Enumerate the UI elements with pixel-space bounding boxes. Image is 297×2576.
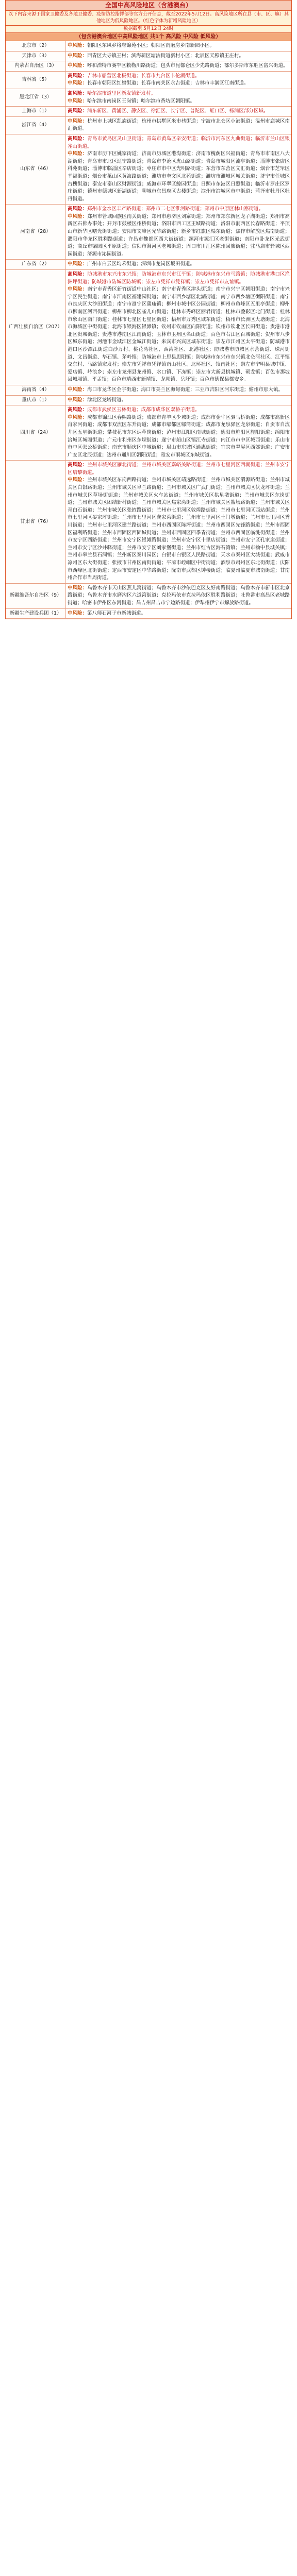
table-row (6, 107, 291, 117)
mid-risk-areas: 海口市龙华区金宇街道；海口市美兰区海甸街道；三亚市吉阳区河东街道；儋州市那大镇。 (87, 386, 284, 393)
high-risk-label: 高风险： (68, 272, 88, 278)
mid-risk-label: 中风险： (68, 386, 88, 393)
high-risk-label: 高风险： (68, 135, 88, 142)
high-risk-areas: 防城港市东兴市东兴镇；防城港市东兴市江平镇；防城港市东兴市马路镇；防城港市港口区渔洲坪街道；防城港市防城区防城镇；崇左市凭祥市凭祥镇；崇左市凭祥市友谊镇。 (68, 272, 290, 285)
mid-risk-label: 中风险： (68, 610, 88, 616)
table-row (6, 461, 291, 584)
region-cell: 重庆市（1） (6, 395, 66, 405)
high-risk-areas: 青岛市黄岛区灵山卫街道；青岛市黄岛区辛安街道；临沂市河东区九曲街道；临沂市兰山区银雀山街道。 (68, 135, 290, 149)
risk-detail-cell (66, 260, 292, 270)
high-risk-label: 高风险： (68, 407, 88, 413)
mid-risk-areas: 朝阳区东风乡将府锦苑小区；朝阳区南磨房乡南新园小区。 (87, 43, 215, 48)
region-cell: 黑龙江省（3） (6, 89, 66, 106)
mid-risk-label: 中风险： (68, 98, 88, 104)
region-cell: 广西壮族自治区（207） (6, 270, 66, 385)
section-bar: （包含港澳台地区中高风险地区 共1个 高风险 中风险 低风险） (6, 33, 291, 41)
table-row (6, 89, 291, 106)
table-row (6, 51, 291, 61)
region-cell: 四川省（24） (6, 405, 66, 461)
mid-risk-areas: 西青区大寺镇王村；滨海新区塘沽街道新村小区；北辰区天穆镇王庄村。 (87, 53, 244, 59)
mid-risk-areas: 兰州市城关区东岗西路街道；兰州市城关区靖远路街道；兰州市城关区渭源路街道；兰州市城关区白银路街道；兰州市城关区皋兰路街道；兰州市城关区广武门街道；兰州市城关区伏龙坪街道；兰州市城关区草场街街道；兰州市城关区火车站街道；兰州市城关区拱星墩街道；兰州市城关区东岗街道；兰州市城关区团结新村街道；兰州市城关区焦家湾街道；兰州市城关区盐场路街道；兰州市城关区青白石街道；兰州市城关区张掖路街道；兰州市七里河区敦煌路街道；兰州市七里河区西站街道；兰州市七里河区晏家坪街道；兰州市七里河区龚家湾街道；兰州市七里河区土门墩街道；兰州市七里河区秀川街道；兰州市七里河区建兰路街道；兰州市西固区陈坪街道；兰州市西固区先锋路街道；兰州市西固区福利路街道；兰州市西固区西固城街道；兰州市西固区四季青街道；兰州市西固区临洮街街道；兰州市安宁区西路街道；兰州市安宁区银滩路街道；兰州市安宁区十里店街道；兰州市安宁区孔家崖街道；兰州市安宁区沙井驿街道；兰州市安宁区刘家堡街道；兰州市红古区海石湾镇；兰州市榆中县城关镇；兰州市皋兰县石洞镇；兰州新区秦川园区；白银市白银区人民路街道；天水市秦州区大城街道；武威市凉州区东大街街道；张掖市甘州区南街街道；平凉市崆峒区中街街道；酒泉市肃州区东北街街道；庆阳市西峰区北街街道；定西市安定区中华路街道；陇南市武都区钟楼街道；临夏州临夏市城南街道；甘南州合作市当周街道。 (68, 477, 290, 581)
region-cell: 上海市（1） (6, 107, 66, 117)
mid-risk-label: 中风险： (68, 477, 88, 483)
risk-detail-cell (66, 205, 292, 260)
risk-detail-cell (66, 461, 292, 584)
risk-detail-cell (66, 61, 292, 72)
risk-detail-cell (66, 405, 292, 461)
region-cell: 河南省（28） (6, 205, 66, 260)
mid-risk-label: 中风险： (68, 397, 88, 403)
mid-risk-areas: 哈尔滨市南岗区王岗镇；哈尔滨市香坊区朝阳镇。 (87, 98, 195, 104)
risk-detail-cell (66, 89, 292, 106)
high-risk-label: 高风险： (68, 206, 88, 212)
mid-risk-label: 中风险： (68, 43, 88, 48)
table-row (6, 71, 291, 89)
region-cell: 天津市（3） (6, 51, 66, 61)
table-row (6, 205, 291, 260)
region-cell: 浙江省（4） (6, 116, 66, 134)
table-row (6, 583, 291, 608)
mid-risk-areas: 乌鲁木齐市天山区燕儿窝街道；乌鲁木齐市沙依巴克区友好南路街道；乌鲁木齐市新市区北京路街道；乌鲁木齐市水磨沟区六道湾街道；克拉玛依市克拉玛依区胜利路街道；吐鲁番市高昌区老城路街道；哈密市伊州区东河街道；昌吉州昌吉市宁边路街道；伊犁州伊宁市解放路街道。 (68, 585, 290, 606)
mid-risk-areas: 长春市朝阳区红旗街道；长春市南关区永吉街道；吉林市丰满区江南街道。 (87, 80, 249, 87)
mid-risk-label: 中风险： (68, 261, 88, 267)
high-risk-label: 高风险： (68, 73, 88, 79)
mid-risk-label: 中风险： (68, 213, 88, 219)
high-risk-areas: 吉林市船营区北极街道；长春市九台区卡伦湖街道。 (87, 73, 200, 79)
update-line: 数据截至 5月12日 24时 (6, 26, 291, 33)
high-risk-label: 高风险： (68, 462, 88, 468)
table-row (6, 270, 291, 385)
risk-detail-cell (66, 134, 292, 204)
mid-risk-areas: 南宁市青秀区新竹街道中山社区；南宁市青秀区津头街道；南宁市兴宁区朝阳街道；南宁市兴宁区民生街道；南宁市江南区福建园街道；南宁市西乡塘区北湖街道；南宁市西乡塘区衡阳街道；南宁市良庆区大沙田街道；南宁市邕宁区蒲庙镇；柳州市城中区公园街道；柳州市鱼峰区五里亭街道；柳州市柳南区河西街道；柳州市柳北区雀儿山街道；桂林市秀峰区丽君街道；桂林市叠彩区北门街道；桂林市象山区南门街道；桂林市七星区七星区街道；梧州市万秀区城东街道；梧州市长洲区大塘街道；北海市海城区中街街道；北海市银海区银滩镇；钦州市钦南区向阳街道；钦州市钦北区长田街道；贵港市港北区贵城街道；贵港市港南区江南街道；玉林市玉州区名山街道；百色市右江区百城街道；贺州市八步区城东街道；河池市金城江区金城江街道；来宾市兴宾区城东街道；崇左市江州区太平街道；防城港市港口区沙潭江街道白沙万村、桃花湾社区、西湾社区、北港社区；防城港市防城区水营街道、珠河街道、文昌街道、华石镇、茅岭镇；防城港市上思县思阳镇；防城港市东兴市东兴镇北仑河社区、江平镇交东村、马路镇宏发村；崇左市凭祥市凭祥镇南山社区、北环社区、镇南社区；崇左市宁明县城中镇、爱店镇、峙浪乡；崇左市龙州县龙州镇、水口镇、下冻镇；崇左市大新县桃城镇、硕龙镇；百色市那坡县城厢镇、平孟镇；百色市靖西市新靖镇、龙邦镇、岳圩镇；百色市德保县都安乡。 (68, 286, 290, 383)
risk-table (6, 41, 291, 619)
mid-risk-label: 中风险： (68, 151, 88, 157)
mid-risk-areas: 第八师石河子市新城街道。 (87, 610, 146, 616)
table-row (6, 116, 291, 134)
risk-detail-cell (66, 51, 292, 61)
region-cell: 甘肃省（76） (6, 461, 66, 584)
high-risk-areas: 哈尔滨市道里区新发镇新发村。 (87, 90, 156, 96)
high-risk-areas: 成都市武侯区玉林街道；成都市成华区双桥子街道。 (87, 407, 200, 413)
region-cell: 新疆维吾尔自治区（9） (6, 583, 66, 608)
table-row (6, 134, 291, 204)
risk-detail-cell (66, 608, 292, 619)
table-row (6, 405, 291, 461)
mid-risk-label: 中风险： (68, 53, 88, 59)
table-row (6, 395, 291, 405)
mid-risk-areas: 郑州市管城回族区南关街道；郑州市惠济区刘寨街道；郑州市郑东新区龙子湖街道；郑州市高新区石佛办事处；开封市鼓楼区州桥街道；洛阳市西工区王城路街道；洛阳市涧西区长春路街道；平顶山市新华区曙光街街道；安阳市文峰区光华路街道；新乡市红旗区渠东街道；焦作市解放区焦南街道；濮阳市华龙区胜利路街道；许昌市魏都区西大街街道；漯河市源汇区老街街道；南阳市卧龙区光武街道；商丘市梁园区平原街道；信阳市浉河区老城街道；周口市川汇区陈州回族街道；驻马店市驿城区西园街道；济源市沁园街道。 (68, 213, 290, 257)
risk-detail-cell (66, 395, 292, 405)
table-row (6, 260, 291, 270)
region-cell: 海南省（4） (6, 385, 66, 395)
mid-risk-areas: 成都市锦江区春熙路街道；成都市青羊区少城街道；成都市金牛区驷马桥街道；成都市高新区肖家河街道；成都市双流区东升街道；成都市郫都区郫筒街道；成都市龙泉驿区龙泉街道；自贡市自流井区五星街街道；攀枝花市东区炳草岗街道；泸州市江阳区南城街道；德阳市旌阳区旌阳街道；绵阳市涪城区城厢街道；广元市利州区东坝街道；遂宁市船山区镇江寺街道；内江市市中区城西街道；乐山市市中区张公桥街道；南充市顺庆区中城街道；眉山市东坡区通惠街道；宜宾市翠屏区西郊街道；广安市广安区北辰街道；达州市通川区朝阳街道；雅安市雨城区东城街道。 (68, 414, 290, 458)
risk-detail-cell (66, 41, 292, 51)
mid-risk-label: 中风险： (68, 118, 88, 124)
high-risk-areas: 浦东新区、黄浦区、静安区、徐汇区、长宁区、普陀区、虹口区、杨浦区部分区域。 (87, 108, 269, 114)
mid-risk-areas: 渝北区龙塔街道。 (87, 397, 127, 403)
risk-detail-cell (66, 385, 292, 395)
table-row (6, 608, 291, 619)
region-cell: 吉林省（5） (6, 71, 66, 89)
table-row (6, 41, 291, 51)
mid-risk-areas: 广州市白云区均禾街道；深圳市龙岗区坂田街道。 (87, 261, 195, 267)
mid-risk-label: 中风险： (68, 63, 88, 69)
region-cell: 新疆生产建设兵团（1） (6, 608, 66, 619)
table-row (6, 61, 291, 72)
risk-detail-cell (66, 107, 292, 117)
high-risk-areas: 兰州市城关区雁北街道；兰州市城关区嘉峪关路街道；兰州市七里河区西湖街道；兰州市安宁区培黎街道。 (68, 462, 290, 476)
mid-risk-label: 中风险： (68, 585, 88, 591)
mid-risk-label: 中风险： (68, 286, 88, 293)
mid-risk-label: 中风险： (68, 80, 88, 87)
mid-risk-label: 中风险： (68, 414, 88, 420)
high-risk-label: 高风险： (68, 108, 88, 114)
high-risk-label: 高风险： (68, 90, 88, 96)
risk-detail-cell (66, 116, 292, 134)
page-title: 全国中高风险地区（含港澳台） (6, 1, 291, 11)
mid-risk-areas: 呼和浩特市赛罕区敕勒川路街道；包头市昆都仑区少先路街道；鄂尔多斯市东胜区富兴街道。 (87, 63, 288, 69)
risk-detail-cell (66, 71, 292, 89)
region-cell: 山东省（46） (6, 134, 66, 204)
source-notice: 以下内容来源于国家卫健委及各地卫健委、疫情防控指挥部等官方公开信息，截至2022年5月12日。高风险地区所在县（市、区、旗）其他地区为低风险地区。（红色字体为新增风险地区） (6, 11, 291, 26)
risk-detail-cell (66, 270, 292, 385)
region-cell: 广东省（2） (6, 260, 66, 270)
mid-risk-areas: 杭州市上城区凯旋街道；杭州市拱墅区米市巷街道；宁波市北仑区小港街道；温州市鹿城区南汇街道。 (68, 118, 290, 132)
table-row (6, 385, 291, 395)
region-cell: 内蒙古自治区（3） (6, 61, 66, 72)
risk-area-sheet (5, 0, 292, 619)
mid-risk-areas: 济南市历下区姚家街道；济南市历城区港沟街道；济南市槐荫区兴福街道；青岛市市南区八大湖街道；青岛市市北区辽宁路街道；青岛市李沧区虎山路街道；青岛市城阳区流亭街道；淄博市张店区科苑街道；淄博市临淄区辛店街道；枣庄市市中区光明路街道；东营市东营区文汇街道；烟台市芝罘区幸福街道；烟台市莱山区黄海路街道；潍坊市奎文区北苑街道；潍坊市潍城区城关街道；济宁市任城区古槐街道；泰安市泰山区财源街道；威海市环翠区鲸园街道；日照市东港区日照街道；临沂市罗庄区罗庄街道；德州市德城区新湖街道；聊城市东昌府区古楼街道；滨州市滨城区市中街道；菏泽市牡丹区牡丹街道。 (68, 151, 290, 202)
risk-detail-cell (66, 583, 292, 608)
region-cell: 北京市（2） (6, 41, 66, 51)
high-risk-areas: 郑州市金水区丰产路街道；郑州市二七区淮河路街道；郑州市中原区林山寨街道。 (87, 206, 264, 212)
